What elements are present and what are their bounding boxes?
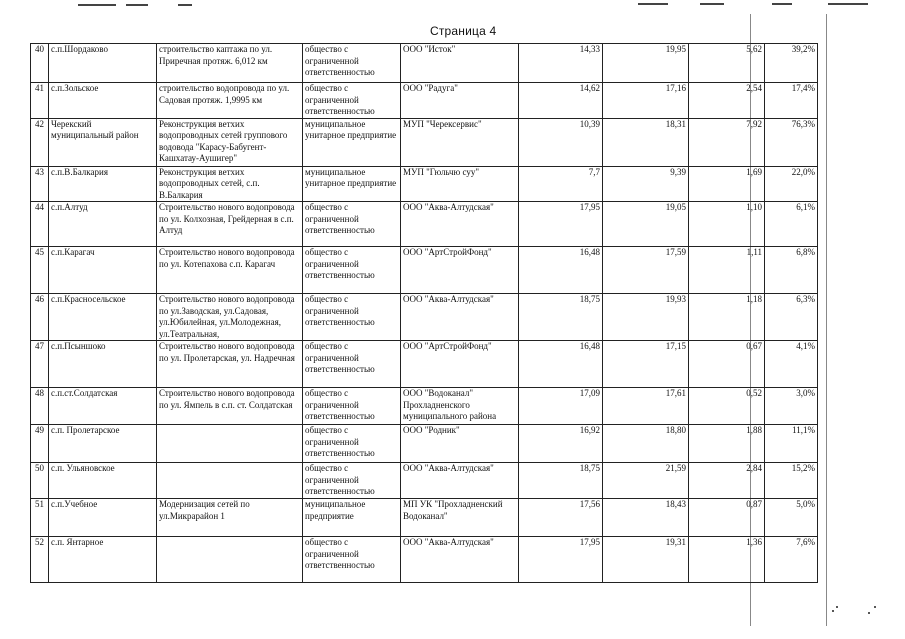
page-title: Страница 4 [430,24,497,38]
project-cell [157,463,303,499]
percent-cell: 39,2% [765,44,818,83]
difference-cell: 0,52 [689,388,765,425]
company-cell: ООО "АртСтройФонд" [401,341,519,388]
scan-artifact [832,610,834,612]
org-type-cell: муниципальное унитарное предприятие [303,166,401,202]
company-cell: МП УК "Прохладненский Водоканал" [401,499,519,537]
value-before-cell: 17,09 [519,388,603,425]
scan-artifact [828,3,868,5]
scan-artifact [772,3,792,5]
data-table [30,43,818,583]
scan-artifact [700,3,724,5]
org-type-cell: общество с ограниченной ответственностью [303,463,401,499]
company-cell: ООО "Родник" [401,425,519,463]
org-type-cell: муниципальное унитарное предприятие [303,118,401,166]
value-before-cell: 16,48 [519,341,603,388]
settlement-cell: с.п. Ульяновское [49,463,157,499]
row-number: 49 [31,425,49,463]
table-row [31,341,818,388]
settlement-cell: с.п.В.Балкария [49,166,157,202]
percent-cell: 4,1% [765,341,818,388]
settlement-cell: с.п. Янтарное [49,537,157,583]
project-cell: Модернизация сетей по ул.Микрарайон 1 [157,499,303,537]
org-type-cell: общество с ограниченной ответственностью [303,425,401,463]
value-after-cell: 19,95 [603,44,689,83]
value-before-cell: 14,62 [519,83,603,119]
project-cell: Строительство нового водопровода по ул. Котепахова с.п. Карагач [157,247,303,294]
scan-artifact [638,3,668,5]
difference-cell: 0,87 [689,499,765,537]
difference-cell: 1,36 [689,537,765,583]
org-type-cell: общество с ограниченной ответственностью [303,247,401,294]
percent-cell: 3,0% [765,388,818,425]
percent-cell: 22,0% [765,166,818,202]
table-row [31,83,818,119]
percent-cell: 6,8% [765,247,818,294]
row-number: 40 [31,44,49,83]
scan-artifact [874,606,876,608]
percent-cell: 7,6% [765,537,818,583]
table-row [31,499,818,537]
project-cell: Строительство нового водопровода по ул.Заводская, ул.Садовая, ул.Юбилейная, ул.Молодежная, ул.Театральная, [157,294,303,341]
settlement-cell: с.п.Псыншоко [49,341,157,388]
difference-cell: 1,88 [689,425,765,463]
company-cell: ООО "Водоканал" Прохладненского муниципального района [401,388,519,425]
difference-cell: 2,84 [689,463,765,499]
difference-cell: 1,69 [689,166,765,202]
settlement-cell: с.п.ст.Солдатская [49,388,157,425]
difference-cell: 1,10 [689,202,765,247]
difference-cell: 0,67 [689,341,765,388]
company-cell: ООО "Аква-Алтудская" [401,294,519,341]
value-after-cell: 17,16 [603,83,689,119]
company-cell: ООО "Аква-Алтудская" [401,537,519,583]
value-after-cell: 9,39 [603,166,689,202]
row-number: 50 [31,463,49,499]
project-cell: Реконструкция ветхих водопроводных сетей, с.п. В.Балкария [157,166,303,202]
value-after-cell: 17,61 [603,388,689,425]
table-row [31,166,818,202]
settlement-cell: с.п.Зольское [49,83,157,119]
company-cell: ООО "Радуга" [401,83,519,119]
value-before-cell: 16,92 [519,425,603,463]
table-row [31,425,818,463]
settlement-cell: с.п.Алтуд [49,202,157,247]
project-cell: Строительство нового водопровода по ул. Пролетарская, ул. Надречная [157,341,303,388]
row-number: 42 [31,118,49,166]
percent-cell: 6,1% [765,202,818,247]
value-after-cell: 17,59 [603,247,689,294]
value-before-cell: 18,75 [519,294,603,341]
row-number: 48 [31,388,49,425]
value-after-cell: 21,59 [603,463,689,499]
company-cell: ООО "Исток" [401,44,519,83]
scan-artifact [836,606,838,608]
percent-cell: 5,0% [765,499,818,537]
value-before-cell: 14,33 [519,44,603,83]
settlement-cell: Черекский муниципальный район [49,118,157,166]
table-body [31,44,818,583]
value-after-cell: 17,15 [603,341,689,388]
percent-cell: 15,2% [765,463,818,499]
org-type-cell: общество с ограниченной ответственностью [303,341,401,388]
difference-cell: 1,18 [689,294,765,341]
project-cell: строительство водопровода по ул. Садовая протяж. 1,9995 км [157,83,303,119]
org-type-cell: муниципальное предприятие [303,499,401,537]
value-before-cell: 17,56 [519,499,603,537]
company-cell: МУП "Гюльчю суу" [401,166,519,202]
value-before-cell: 16,48 [519,247,603,294]
project-cell: Строительство нового водопровода по ул. Колхозная, Грейдерная в с.п. Алтуд [157,202,303,247]
company-cell: ООО "Аква-Алтудская" [401,202,519,247]
difference-cell: 7,92 [689,118,765,166]
value-after-cell: 19,05 [603,202,689,247]
row-number: 45 [31,247,49,294]
settlement-cell: с.п.Карагач [49,247,157,294]
row-number: 47 [31,341,49,388]
table-row [31,44,818,83]
percent-cell: 76,3% [765,118,818,166]
settlement-cell: с.п.Шордаково [49,44,157,83]
difference-cell: 2,54 [689,83,765,119]
row-number: 46 [31,294,49,341]
table-row [31,388,818,425]
percent-cell: 17,4% [765,83,818,119]
percent-cell: 11,1% [765,425,818,463]
value-after-cell: 18,43 [603,499,689,537]
org-type-cell: общество с ограниченной ответственностью [303,44,401,83]
org-type-cell: общество с ограниченной ответственностью [303,537,401,583]
table-row [31,537,818,583]
scan-artifact [178,4,192,6]
difference-cell: 1,11 [689,247,765,294]
settlement-cell: с.п.Учебное [49,499,157,537]
value-before-cell: 17,95 [519,202,603,247]
scan-artifact [826,14,827,626]
difference-cell: 5,62 [689,44,765,83]
settlement-cell: с.п. Пролетарское [49,425,157,463]
row-number: 43 [31,166,49,202]
value-after-cell: 18,80 [603,425,689,463]
org-type-cell: общество с ограниченной ответственностью [303,83,401,119]
row-number: 41 [31,83,49,119]
value-before-cell: 18,75 [519,463,603,499]
table-row [31,463,818,499]
project-cell: Строительство нового водопровода по ул. Ямпель в с.п. ст. Солдатская [157,388,303,425]
company-cell: ООО "АртСтройФонд" [401,247,519,294]
percent-cell: 6,3% [765,294,818,341]
company-cell: МУП "Черексервис" [401,118,519,166]
row-number: 51 [31,499,49,537]
project-cell [157,537,303,583]
table-row [31,294,818,341]
table-row [31,202,818,247]
value-after-cell: 19,93 [603,294,689,341]
project-cell: Реконструкция ветхих водопроводных сетей группового водовода "Карасу-Бабугент-Кашхатау-Аушигер" [157,118,303,166]
scan-artifact [868,612,870,614]
table-row [31,118,818,166]
value-after-cell: 18,31 [603,118,689,166]
org-type-cell: общество с ограниченной ответственностью [303,388,401,425]
value-before-cell: 7,7 [519,166,603,202]
scan-artifact [78,4,116,6]
project-cell: строительство каптажа по ул. Приречная протяж. 6,012 км [157,44,303,83]
org-type-cell: общество с ограниченной ответственностью [303,294,401,341]
value-after-cell: 19,31 [603,537,689,583]
table-row [31,247,818,294]
company-cell: ООО "Аква-Алтудская" [401,463,519,499]
scan-artifact [126,4,148,6]
value-before-cell: 10,39 [519,118,603,166]
settlement-cell: с.п.Красносельское [49,294,157,341]
value-before-cell: 17,95 [519,537,603,583]
project-cell [157,425,303,463]
row-number: 44 [31,202,49,247]
org-type-cell: общество с ограниченной ответственностью [303,202,401,247]
row-number: 52 [31,537,49,583]
